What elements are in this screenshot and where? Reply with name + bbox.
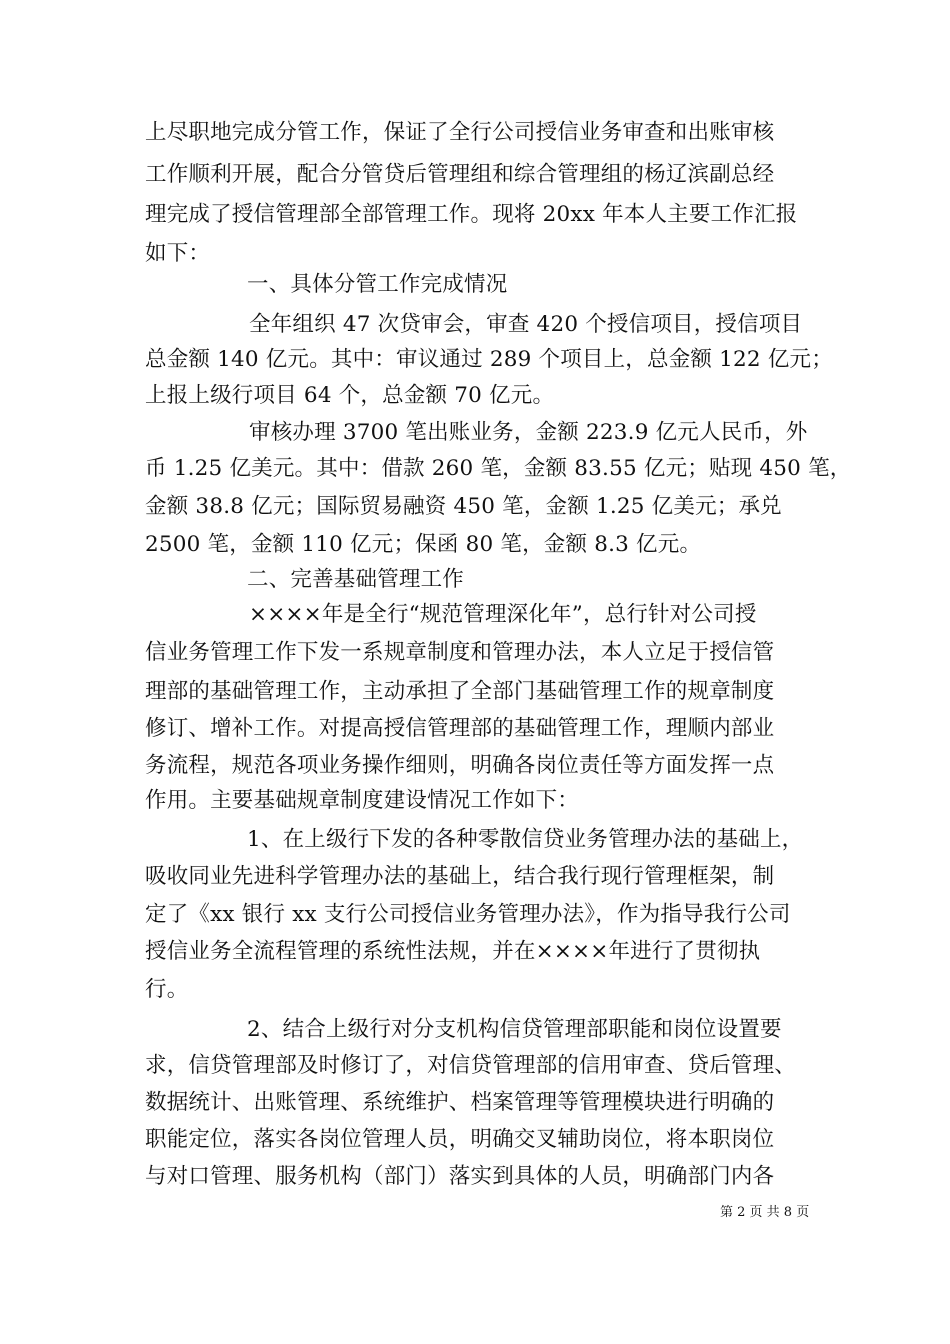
- body-text-line: 全年组织 47 次贷审会，审查 420 个授信项目，授信项目: [249, 312, 803, 337]
- body-text-line: 修订、增补工作。对提高授信管理部的基础管理工作，理顺内部业: [145, 716, 775, 741]
- body-text-line: 数据统计、出账管理、系统维护、档案管理等管理模块进行明确的: [145, 1090, 775, 1115]
- body-text-line: 信业务管理工作下发一系规章制度和管理办法，本人立足于授信管: [145, 640, 775, 665]
- body-text-line: 与对口管理、服务机构（部门）落实到具体的人员，明确部门内各: [145, 1164, 775, 1189]
- section-heading-1: 一、具体分管工作完成情况: [247, 272, 508, 297]
- body-text-line: 2500 笔，金额 110 亿元；保函 80 笔，金额 8.3 亿元。: [145, 532, 702, 557]
- body-text-line: 2、结合上级行对分支机构信贷管理部职能和岗位设置要: [247, 1017, 782, 1042]
- body-text-line: 行。: [145, 977, 189, 1002]
- body-text-line: 理部的基础管理工作，主动承担了全部门基础管理工作的规章制度: [145, 679, 775, 704]
- body-text-line: 理完成了授信管理部全部管理工作。现将 20xx 年本人主要工作汇报: [145, 202, 798, 227]
- body-text-line: 求，信贷管理部及时修订了，对信贷管理部的信用审查、贷后管理、: [145, 1053, 797, 1078]
- section-heading-2: 二、完善基础管理工作: [247, 567, 465, 592]
- body-text-line: 授信业务全流程管理的系统性法规，并在××××年进行了贯彻执: [145, 939, 761, 964]
- body-text-line: 如下：: [145, 241, 211, 266]
- body-text-line: 工作顺利开展，配合分管贷后管理组和综合管理组的杨辽滨副总经: [145, 162, 775, 187]
- body-text-line: 职能定位，落实各岗位管理人员，明确交叉辅助岗位，将本职岗位: [145, 1127, 775, 1152]
- body-text-line: 作用。主要基础规章制度建设情况工作如下：: [145, 788, 580, 813]
- body-text-line: ××××年是全行“规范管理深化年”，总行针对公司授: [249, 602, 757, 627]
- body-text-line: 定了《xx 银行 xx 支行公司授信业务管理办法》，作为指导我行公司: [145, 902, 791, 927]
- body-text-line: 1、在上级行下发的各种零散信贷业务管理办法的基础上，: [247, 827, 804, 852]
- body-text-line: 吸收同业先进科学管理办法的基础上，结合我行现行管理框架，制: [145, 864, 775, 889]
- body-text-line: 币 1.25 亿美元。其中：借款 260 笔，金额 83.55 亿元；贴现 450 笔，: [145, 456, 852, 481]
- body-text-line: 总金额 140 亿元。其中：审议通过 289 个项目上，总金额 122 亿元；: [145, 347, 833, 372]
- body-text-line: 上尽职地完成分管工作，保证了全行公司授信业务审查和出账审核: [145, 120, 775, 145]
- page-number-footer: 第 2 页 共 8 页: [720, 1205, 810, 1220]
- body-text-line: 上报上级行项目 64 个，总金额 70 亿元。: [145, 383, 555, 408]
- body-text-line: 金额 38.8 亿元；国际贸易融资 450 笔，金额 1.25 亿美元；承兑: [145, 494, 782, 519]
- body-text-line: 审核办理 3700 笔出账业务，金额 223.9 亿元人民币，外: [249, 420, 808, 445]
- body-text-line: 务流程，规范各项业务操作细则，明确各岗位责任等方面发挥一点: [145, 753, 775, 778]
